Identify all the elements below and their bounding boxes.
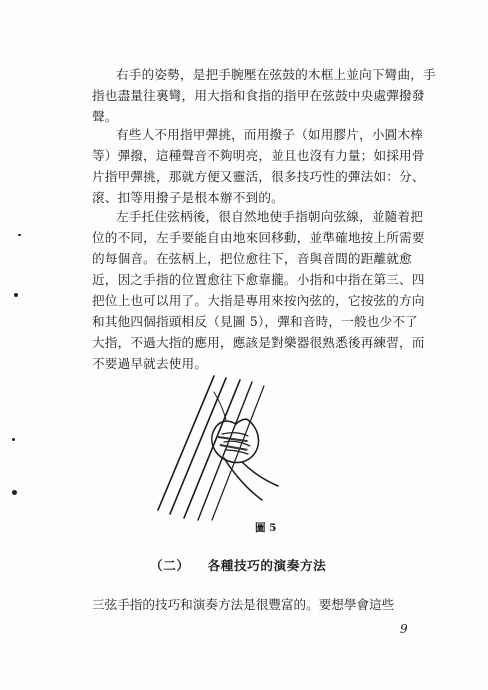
text-line: 聲。 <box>92 109 118 124</box>
text-line: 大指，不過大指的應用，應該是對樂器很熟悉後再練習，而 <box>92 335 425 350</box>
text-line: 不要過早就去使用。 <box>92 356 208 371</box>
scan-speck <box>14 293 18 297</box>
section-heading <box>150 555 326 574</box>
text-line: 右手的姿勢，是把手腕壓在弦鼓的木框上並向下彎曲，手 <box>116 67 436 82</box>
text-line: 片指甲彈挑，那就方便又靈活，很多技巧性的彈法如：分、 <box>92 169 425 184</box>
text-line: 把位上也可以用了。大指是專用來按內弦的，它按弦的方向 <box>92 293 425 308</box>
text-line: 的每個音。在弦柄上，把位愈往下，音與音間的距離就愈 <box>92 251 412 266</box>
paragraph-left-hand <box>92 206 444 374</box>
text-line: 滾、扣等用撥子是根本辦不到的。 <box>92 190 284 205</box>
text-line: 有些人不用指甲彈挑，而用撥子（如用膠片，小圓木棒 <box>116 127 424 142</box>
continuation-line: 三弦手指的技巧和演奏方法是很豐富的。要想學會這些 <box>92 597 395 612</box>
text-line: 指也盡量往裏彎，用大指和食指的指甲在弦鼓中央處彈撥發 <box>92 88 425 103</box>
paragraph-plectrum <box>92 124 444 208</box>
section-title: 各種技巧的演奏方法 <box>207 558 327 573</box>
text-line: 位的不同，左手要能自由地來回移動，並準確地按上所需要 <box>92 230 425 245</box>
text-line: 左手托住弦柄後，很自然地使手指朝向弦線，並隨着把 <box>116 209 424 224</box>
figure-caption: 圖 5 <box>255 522 277 534</box>
page-number: 9 <box>400 622 408 636</box>
text-line: 和其他四個指頭相反（見圖 5），彈和音時，一般也少不了 <box>92 314 418 329</box>
scan-speck <box>18 234 21 236</box>
scan-speck <box>12 490 17 495</box>
paragraph-right-hand-posture <box>92 64 444 127</box>
text-line: 近，因之手指的位置愈往下愈靠攏。小指和中指在第三、四 <box>92 272 425 287</box>
scan-speck <box>12 438 15 441</box>
text-line: 等）彈撥，這種聲音不夠明亮，並且也沒有力量；如採用骨 <box>92 148 425 163</box>
hand-on-strings-illustration <box>152 372 282 522</box>
section-number: （二） <box>150 558 190 573</box>
